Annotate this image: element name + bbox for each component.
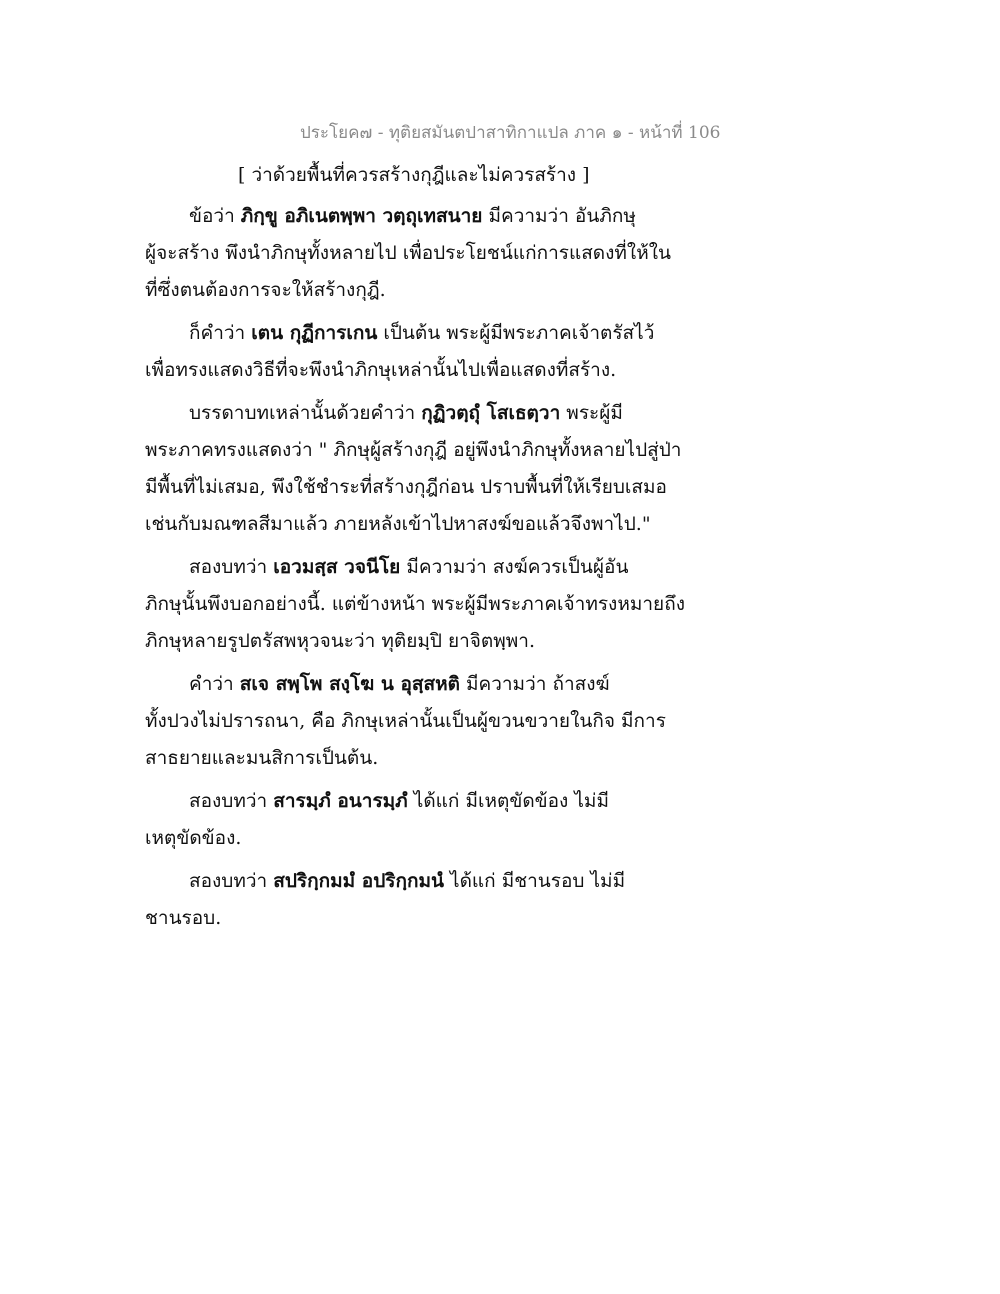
line-text: มีความว่า ถ้าสงฆ์ bbox=[459, 673, 610, 695]
text-line bbox=[145, 703, 755, 740]
paragraph bbox=[145, 863, 755, 937]
pali-term: กุฏิวตฺถุํ โสเธตฺวา bbox=[421, 402, 561, 424]
text-line bbox=[145, 820, 755, 857]
line-text: ชานรอบ. bbox=[145, 907, 222, 929]
paragraph bbox=[145, 198, 755, 309]
text-line bbox=[145, 432, 755, 469]
text-line bbox=[145, 315, 755, 352]
line-text: ที่ซึ่งตนต้องการจะให้สร้างกุฎี. bbox=[145, 279, 386, 301]
text-line bbox=[145, 506, 755, 543]
line-text: ข้อว่า bbox=[189, 205, 241, 227]
pali-term: เตน กุฏีการเกน bbox=[251, 322, 378, 344]
text-line bbox=[145, 740, 755, 777]
line-text: สองบทว่า bbox=[189, 556, 274, 578]
line-text: ภิกษุหลายรูปตรัสพหุวจนะว่า ทุติยมฺปิ ยาจิตพฺพา. bbox=[145, 630, 536, 652]
text-line bbox=[145, 352, 755, 389]
text-line bbox=[145, 198, 755, 235]
text-line bbox=[145, 666, 755, 703]
line-text: มีความว่า อันภิกษุ bbox=[482, 205, 636, 227]
line-text: เหตุขัดข้อง. bbox=[145, 827, 242, 849]
body-text bbox=[145, 198, 755, 937]
line-text: ภิกษุนั้นพึงบอกอย่างนี้. แต่ข้างหน้า พระผู้มีพระภาคเจ้าทรงหมายถึง bbox=[145, 593, 685, 615]
paragraph bbox=[145, 549, 755, 660]
line-text: มีพื้นที่ไม่เสมอ, พึงใช้ชำระที่สร้างกุฎีก่อน ปราบพื้นที่ให้เรียบเสมอ bbox=[145, 476, 667, 498]
pali-term: สเจ สพฺโพ สงฺโฆ น อุสฺสหติ bbox=[239, 673, 460, 695]
line-text: ผู้จะสร้าง พึงนำภิกษุทั้งหลายไป เพื่อประโยชน์แก่การแสดงที่ให้ใน bbox=[145, 242, 671, 264]
paragraph bbox=[145, 783, 755, 857]
line-text: สาธยายและมนสิการเป็นต้น. bbox=[145, 747, 379, 769]
text-line bbox=[145, 783, 755, 820]
line-text: ได้แก่ มีเหตุขัดข้อง ไม่มี bbox=[407, 790, 609, 812]
text-line bbox=[145, 586, 755, 623]
line-text: ทั้งปวงไม่ปรารถนา, คือ ภิกษุเหล่านั้นเป็นผู้ขวนขวายในกิจ มีการ bbox=[145, 710, 666, 732]
line-text: ก็คำว่า bbox=[189, 322, 252, 344]
pali-term: ภิกฺขู อภิเนตพฺพา วตฺถุเทสนาย bbox=[240, 205, 483, 227]
text-line bbox=[145, 863, 755, 900]
line-text: มีความว่า สงฆ์ควรเป็นผู้อัน bbox=[400, 556, 629, 578]
text-line bbox=[145, 235, 755, 272]
line-text: พระภาคทรงแสดงว่า " ภิกษุผู้สร้างกุฎี อยู่พึงนำภิกษุทั้งหลายไปสู่ป่า bbox=[145, 439, 682, 461]
running-header bbox=[0, 118, 1000, 148]
line-text: ได้แก่ มีชานรอบ ไม่มี bbox=[443, 870, 626, 892]
pali-term: เอวมสฺส วจนีโย bbox=[273, 556, 401, 578]
text-line bbox=[145, 272, 755, 309]
pali-term: สารมฺภํ อนารมฺภํ bbox=[273, 790, 408, 812]
text-line bbox=[145, 900, 755, 937]
text-line bbox=[145, 623, 755, 660]
line-text: คำว่า bbox=[189, 673, 240, 695]
paragraph bbox=[145, 395, 755, 543]
paragraph bbox=[145, 666, 755, 777]
line-text: บรรดาบทเหล่านั้นด้วยคำว่า bbox=[189, 402, 422, 424]
line-text: พระผู้มี bbox=[560, 402, 623, 424]
line-text: เช่นกับมณฑลสีมาแล้ว ภายหลังเข้าไปหาสงฆ์ขอแล้วจึงพาไป." bbox=[145, 513, 651, 535]
line-text: สองบทว่า bbox=[189, 870, 274, 892]
line-text: สองบทว่า bbox=[189, 790, 274, 812]
running-header-text: ประโยค๗ - ทุติยสมันตปาสาทิกาแปล ภาค ๑ - หน้าที่ 106 bbox=[300, 123, 721, 143]
text-line bbox=[145, 395, 755, 432]
text-line bbox=[145, 469, 755, 506]
paragraph bbox=[145, 315, 755, 389]
section-title: [ ว่าด้วยพื้นที่ควรสร้างกุฎีและไม่ควรสร้าง ] bbox=[238, 164, 590, 186]
line-text: เป็นต้น พระผู้มีพระภาคเจ้าตรัสไว้ bbox=[377, 322, 655, 344]
text-line bbox=[145, 549, 755, 586]
pali-term: สปริกฺกมมํ อปริกฺกมนํ bbox=[273, 870, 444, 892]
line-text: เพื่อทรงแสดงวิธีที่จะพึงนำภิกษุเหล่านั้นไปเพื่อแสดงที่สร้าง. bbox=[145, 359, 617, 381]
